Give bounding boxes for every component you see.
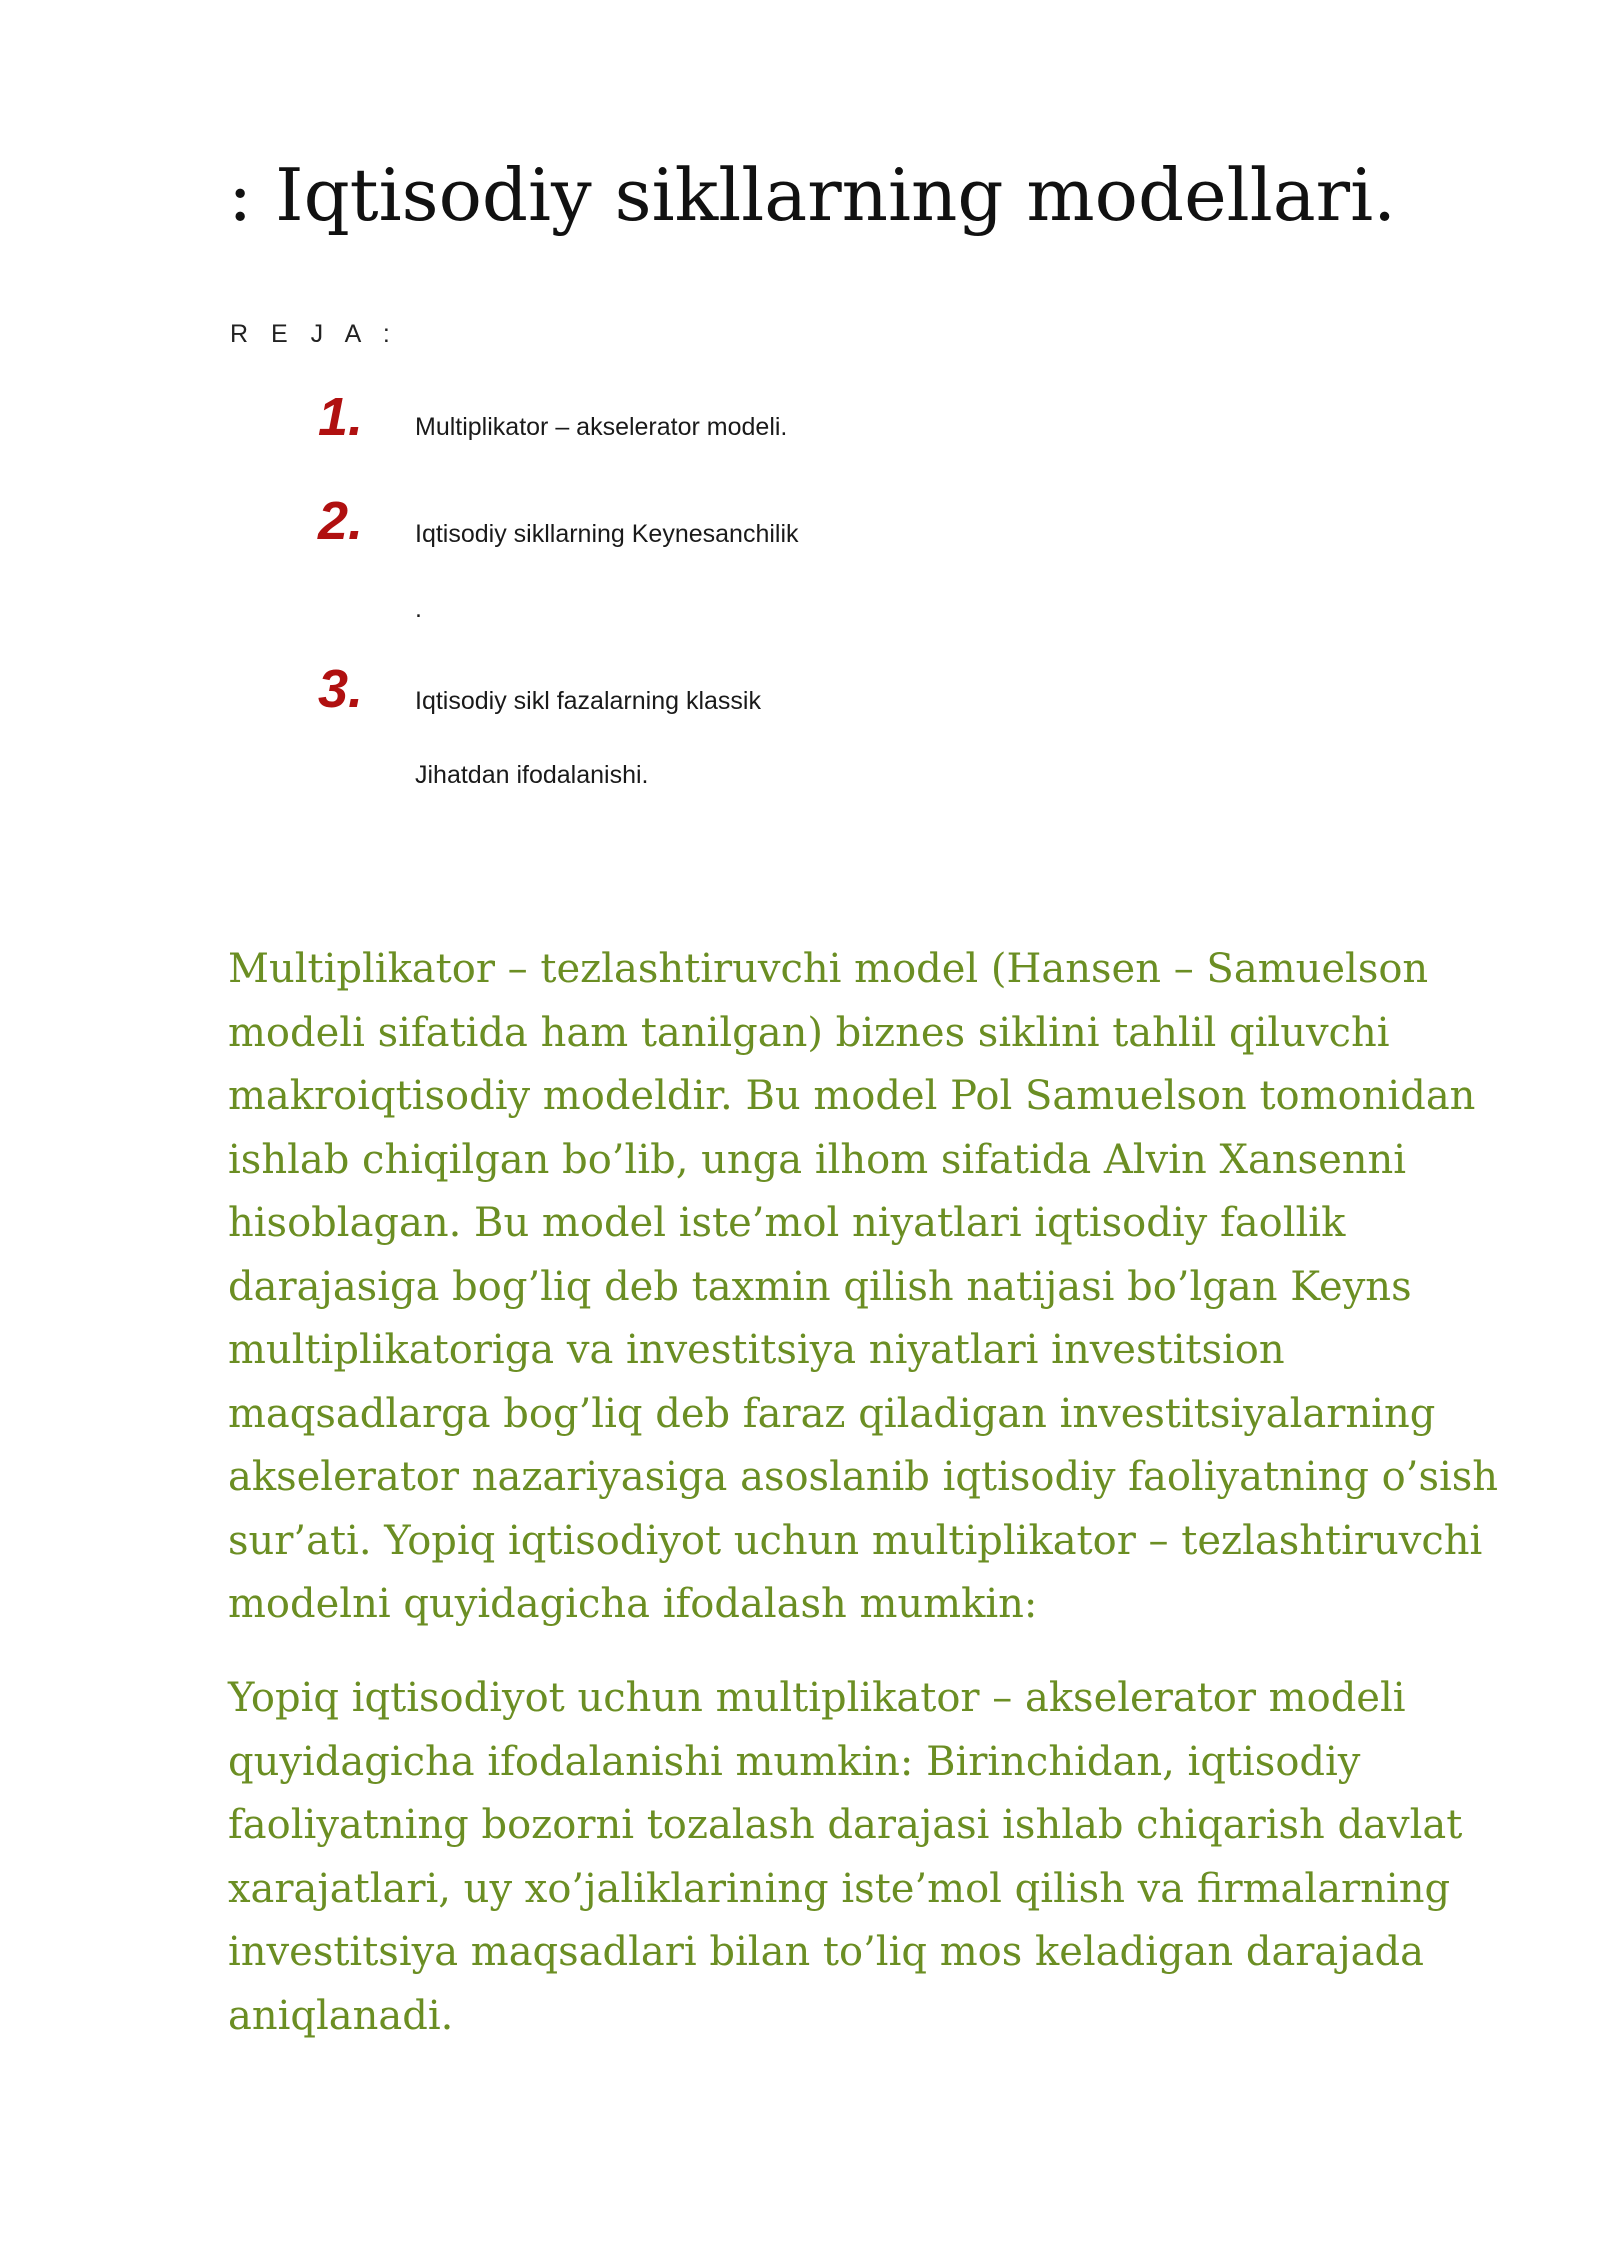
- plan-number: 1.: [318, 387, 364, 447]
- plan-text: Iqtisodiy sikl fazalarning klassik: [415, 687, 761, 715]
- plan-text: Multiplikator – akselerator modeli.: [415, 413, 788, 441]
- plan-text-continuation: .: [415, 595, 422, 623]
- plan-number: 2.: [318, 491, 364, 551]
- plan-text: Iqtisodiy sikllarning Keynesanchilik: [415, 520, 799, 548]
- page-title: : Iqtisodiy sikllarning modellari.: [228, 153, 1396, 237]
- plan-number: 3.: [318, 659, 364, 719]
- plan-heading: R E J A :: [230, 320, 398, 348]
- body-paragraph-1: Multiplikator – tezlashtiruvchi model (Hansen – Samuelson modeli sifatida ham tanilgan) biznes siklini tahlil qiluvchi makroiqtisodiy modeldir. Bu model Pol Samuelson tomonidan ishlab chiqilgan bo’lib, unga ilhom sifatida Alvin Xansenni hisoblagan. Bu model iste’mol niyatlari iqtisodiy faollik darajasiga bog’liq deb taxmin qilish natijasi bo’lgan Keyns multiplikatoriga va investitsiya niyatlari investitsion maqsadlarga bog’liq deb faraz qiladigan investitsiyalarning akselerator nazariyasiga asoslanib iqtisodiy faoliyatning o’sish sur’ati. Yopiq iqtisodiyot uchun multiplikator – tezlashtiruvchi modelni quyidagicha ifodalash mumkin:: [228, 946, 1499, 1627]
- plan-text-continuation: Jihatdan ifodalanishi.: [415, 761, 649, 789]
- body-paragraph-2: Yopiq iqtisodiyot uchun multiplikator – akselerator modeli quyidagicha ifodalanishi mumkin: Birinchidan, iqtisodiy faoliyatning bozorni tozalash darajasi ishlab chiqarish davlat xarajatlari, uy xo’jaliklarining iste’mol qilish va firmalarning investitsiya maqsadlari bilan to’liq mos keladigan darajada aniqlanadi.: [228, 1675, 1463, 2039]
